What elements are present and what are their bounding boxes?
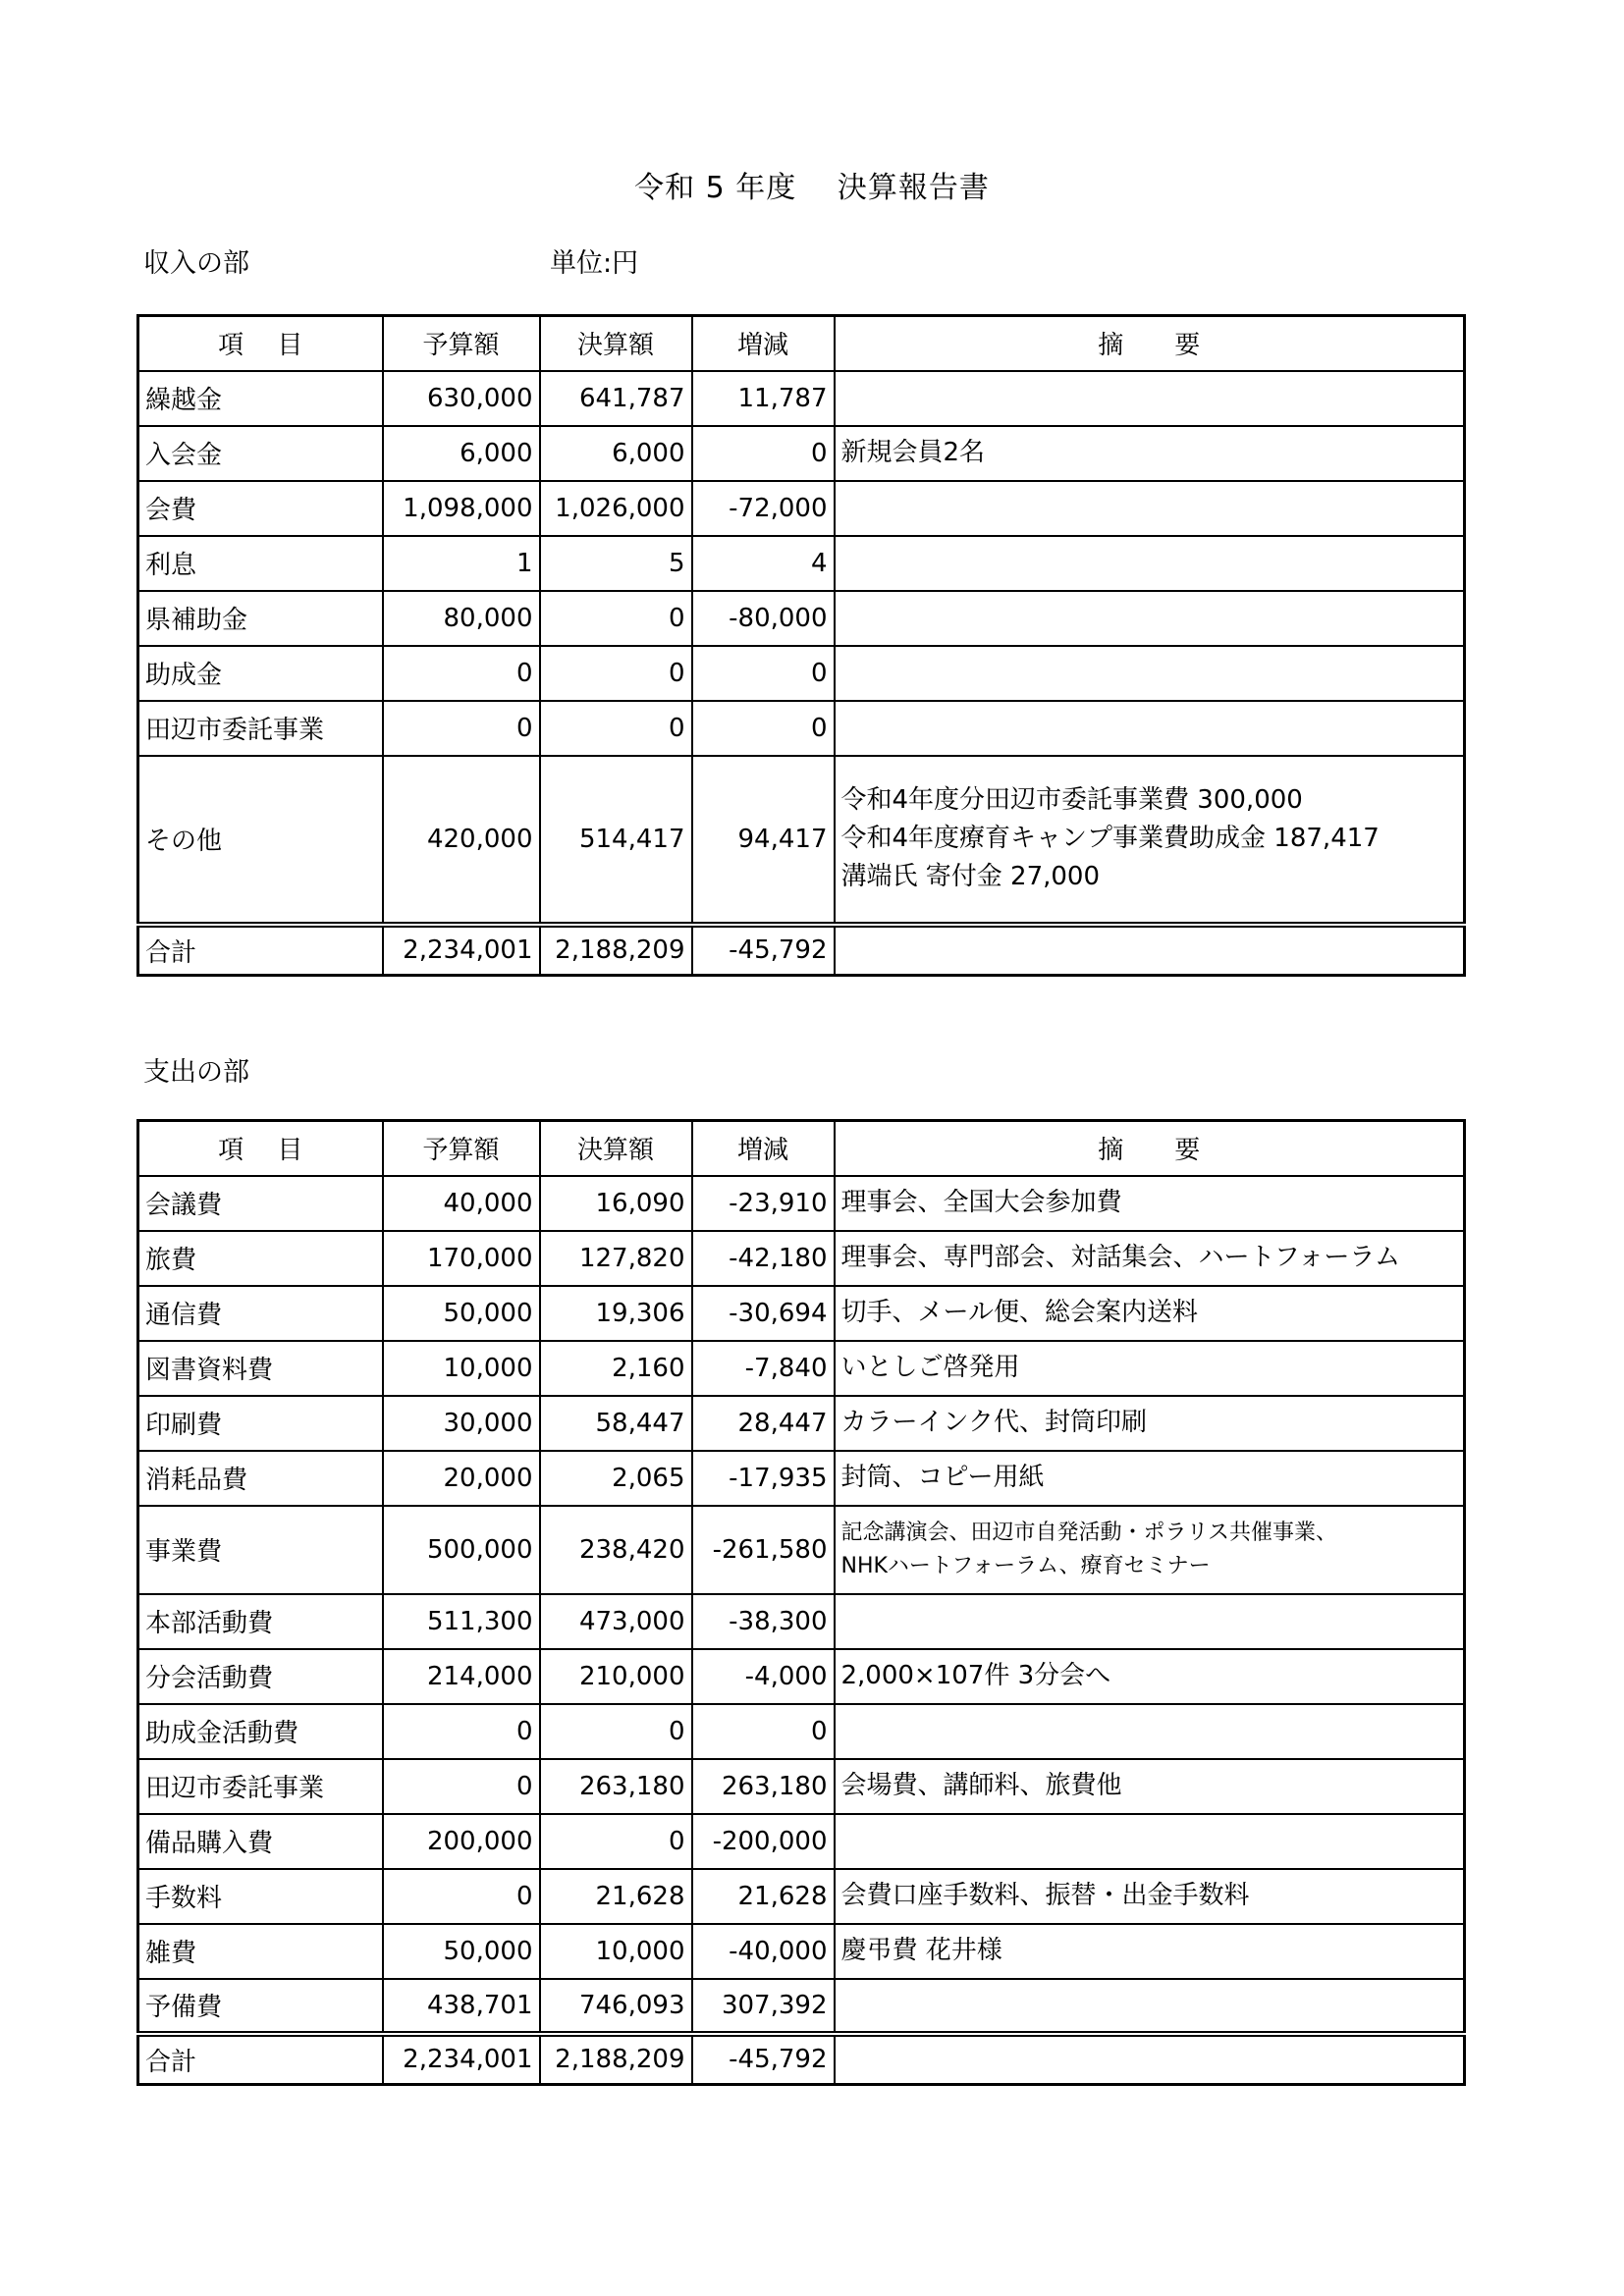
- cell-budget: 0: [383, 646, 540, 701]
- cell-actual: 0: [540, 591, 692, 646]
- note-line: 会場費、講師料、旅費他: [840, 1771, 1122, 1800]
- note-line: 切手、メール便、総会案内送料: [840, 1298, 1198, 1327]
- cell-item: 備品購入費: [138, 1814, 383, 1869]
- cell-diff: 28,447: [692, 1396, 835, 1451]
- cell-note: [835, 1506, 1465, 1594]
- cell-note: [835, 1341, 1465, 1396]
- note-line: 2,000×107件 3分会へ: [840, 1661, 1111, 1690]
- cell-item: 通信費: [138, 1286, 383, 1341]
- cell-item: 消耗品費: [138, 1451, 383, 1506]
- cell-note: [835, 1594, 1465, 1649]
- table-row: [138, 591, 1465, 646]
- table-row: [138, 1506, 1465, 1594]
- note-line: 理事会、全国大会参加費: [840, 1188, 1122, 1217]
- cell-budget: 80,000: [383, 591, 540, 646]
- total-item: 合計: [138, 925, 383, 976]
- table-row: [138, 1451, 1465, 1506]
- cell-diff: 21,628: [692, 1869, 835, 1924]
- cell-actual: 746,093: [540, 1979, 692, 2034]
- header-actual: 決算額: [540, 1121, 692, 1176]
- cell-note: [835, 426, 1465, 481]
- table-row: [138, 1594, 1465, 1649]
- expense-header-row: [138, 1121, 1465, 1176]
- total-item: 合計: [138, 2034, 383, 2085]
- cell-diff: -42,180: [692, 1231, 835, 1286]
- cell-item: その他: [138, 756, 383, 925]
- cell-item: 田辺市委託事業: [138, 701, 383, 756]
- cell-diff: -80,000: [692, 591, 835, 646]
- cell-item: 本部活動費: [138, 1594, 383, 1649]
- cell-budget: 50,000: [383, 1924, 540, 1979]
- note-line: 理事会、専門部会、対話集会、ハートフォーラム: [840, 1243, 1401, 1272]
- cell-budget: 500,000: [383, 1506, 540, 1594]
- cell-note: [835, 1924, 1465, 1979]
- cell-note: [835, 1396, 1465, 1451]
- cell-diff: 94,417: [692, 756, 835, 925]
- cell-actual: 0: [540, 646, 692, 701]
- table-row: [138, 1286, 1465, 1341]
- note-line: 令和4年度療育キャンプ事業費助成金 187,417: [840, 824, 1380, 853]
- total-row: [138, 925, 1465, 976]
- table-row: [138, 1704, 1465, 1759]
- note-line: 令和4年度分田辺市委託事業費 300,000: [840, 785, 1303, 815]
- cell-note: [835, 1649, 1465, 1704]
- cell-diff: -30,694: [692, 1286, 835, 1341]
- table-row: [138, 1924, 1465, 1979]
- cell-actual: 10,000: [540, 1924, 692, 1979]
- table-row: [138, 1396, 1465, 1451]
- cell-diff: 4: [692, 536, 835, 591]
- table-row: [138, 1176, 1465, 1231]
- cell-actual: 21,628: [540, 1869, 692, 1924]
- total-note: [835, 925, 1465, 976]
- cell-actual: 238,420: [540, 1506, 692, 1594]
- cell-actual: 5: [540, 536, 692, 591]
- cell-note: [835, 1814, 1465, 1869]
- table-row: [138, 481, 1465, 536]
- cell-item: 雑費: [138, 1924, 383, 1979]
- cell-item: 会議費: [138, 1176, 383, 1231]
- table-row: [138, 1814, 1465, 1869]
- cell-budget: 630,000: [383, 371, 540, 426]
- cell-item: 旅費: [138, 1231, 383, 1286]
- note-line: 溝端氏 寄付金 27,000: [840, 862, 1101, 891]
- cell-budget: 1: [383, 536, 540, 591]
- header-actual: 決算額: [540, 316, 692, 371]
- cell-diff: -261,580: [692, 1506, 835, 1594]
- cell-actual: 0: [540, 1814, 692, 1869]
- header-diff: 増減: [692, 1121, 835, 1176]
- cell-budget: 0: [383, 701, 540, 756]
- cell-diff: 0: [692, 426, 835, 481]
- cell-item: 分会活動費: [138, 1649, 383, 1704]
- expense-section-label: 支出の部: [143, 1057, 249, 1088]
- cell-diff: -17,935: [692, 1451, 835, 1506]
- cell-item: 繰越金: [138, 371, 383, 426]
- cell-item: 手数料: [138, 1869, 383, 1924]
- cell-note: [835, 536, 1465, 591]
- cell-budget: 1,098,000: [383, 481, 540, 536]
- table-row: [138, 701, 1465, 756]
- table-row: [138, 1231, 1465, 1286]
- cell-budget: 0: [383, 1704, 540, 1759]
- cell-item: 入会金: [138, 426, 383, 481]
- cell-diff: 0: [692, 701, 835, 756]
- cell-note: [835, 481, 1465, 536]
- note-line: 新規会員2名: [840, 438, 986, 467]
- table-row: [138, 1759, 1465, 1814]
- income-table: [136, 314, 1466, 977]
- cell-budget: 6,000: [383, 426, 540, 481]
- cell-actual: 641,787: [540, 371, 692, 426]
- cell-budget: 200,000: [383, 1814, 540, 1869]
- total-actual: 2,188,209: [540, 925, 692, 976]
- total-row: [138, 2034, 1465, 2085]
- cell-item: 会費: [138, 481, 383, 536]
- header-item: 項 目: [138, 1121, 383, 1176]
- cell-budget: 214,000: [383, 1649, 540, 1704]
- total-diff: -45,792: [692, 925, 835, 976]
- cell-note: [835, 1979, 1465, 2034]
- income-section-label: 収入の部: [143, 248, 249, 279]
- table-row: [138, 646, 1465, 701]
- table-row: [138, 1649, 1465, 1704]
- cell-diff: -40,000: [692, 1924, 835, 1979]
- cell-item: 印刷費: [138, 1396, 383, 1451]
- cell-item: 図書資料費: [138, 1341, 383, 1396]
- cell-actual: 514,417: [540, 756, 692, 925]
- cell-budget: 50,000: [383, 1286, 540, 1341]
- total-budget: 2,234,001: [383, 925, 540, 976]
- cell-diff: -72,000: [692, 481, 835, 536]
- header-budget: 予算額: [383, 1121, 540, 1176]
- cell-actual: 263,180: [540, 1759, 692, 1814]
- cell-diff: -4,000: [692, 1649, 835, 1704]
- note-line: 封筒、コピー用紙: [840, 1463, 1045, 1492]
- cell-diff: -200,000: [692, 1814, 835, 1869]
- cell-diff: 0: [692, 646, 835, 701]
- cell-diff: 307,392: [692, 1979, 835, 2034]
- cell-item: 予備費: [138, 1979, 383, 2034]
- header-item: 項 目: [138, 316, 383, 371]
- cell-budget: 0: [383, 1759, 540, 1814]
- cell-actual: 127,820: [540, 1231, 692, 1286]
- cell-budget: 40,000: [383, 1176, 540, 1231]
- table-row: [138, 756, 1465, 925]
- note-line: いとしご啓発用: [840, 1353, 1020, 1382]
- cell-note: [835, 1176, 1465, 1231]
- unit-label: 単位:円: [550, 248, 639, 279]
- cell-budget: 10,000: [383, 1341, 540, 1396]
- cell-diff: -23,910: [692, 1176, 835, 1231]
- cell-actual: 16,090: [540, 1176, 692, 1231]
- header-note: 摘 要: [835, 1121, 1465, 1176]
- cell-note: [835, 1451, 1465, 1506]
- cell-item: 助成金: [138, 646, 383, 701]
- table-row: [138, 1979, 1465, 2034]
- cell-item: 利息: [138, 536, 383, 591]
- cell-budget: 0: [383, 1869, 540, 1924]
- cell-actual: 2,065: [540, 1451, 692, 1506]
- cell-budget: 511,300: [383, 1594, 540, 1649]
- note-line: 会費口座手数料、振替・出金手数料: [840, 1881, 1250, 1910]
- report-title: 令和 5 年度 決算報告書: [634, 171, 990, 205]
- cell-note: [835, 701, 1465, 756]
- cell-budget: 170,000: [383, 1231, 540, 1286]
- table-row: [138, 1341, 1465, 1396]
- cell-actual: 0: [540, 701, 692, 756]
- income-header-row: [138, 316, 1465, 371]
- cell-diff: -38,300: [692, 1594, 835, 1649]
- cell-item: 助成金活動費: [138, 1704, 383, 1759]
- cell-actual: 473,000: [540, 1594, 692, 1649]
- cell-actual: 58,447: [540, 1396, 692, 1451]
- cell-actual: 0: [540, 1704, 692, 1759]
- cell-note: [835, 371, 1465, 426]
- cell-actual: 210,000: [540, 1649, 692, 1704]
- total-note: [835, 2034, 1465, 2085]
- cell-note: [835, 1231, 1465, 1286]
- cell-budget: 420,000: [383, 756, 540, 925]
- total-diff: -45,792: [692, 2034, 835, 2085]
- header-note: 摘 要: [835, 316, 1465, 371]
- cell-budget: 438,701: [383, 1979, 540, 2034]
- cell-item: 県補助金: [138, 591, 383, 646]
- cell-actual: 1,026,000: [540, 481, 692, 536]
- note-line: 慶弔費 花井様: [840, 1936, 1002, 1965]
- cell-note: [835, 1286, 1465, 1341]
- cell-note: [835, 1704, 1465, 1759]
- table-row: [138, 1869, 1465, 1924]
- cell-diff: 11,787: [692, 371, 835, 426]
- cell-budget: 30,000: [383, 1396, 540, 1451]
- cell-diff: 0: [692, 1704, 835, 1759]
- header-diff: 増減: [692, 316, 835, 371]
- cell-note: [835, 646, 1465, 701]
- cell-diff: 263,180: [692, 1759, 835, 1814]
- expense-table: [136, 1119, 1466, 2086]
- cell-item: 田辺市委託事業: [138, 1759, 383, 1814]
- cell-budget: 20,000: [383, 1451, 540, 1506]
- note-line: NHKハートフォーラム、療育セミナー: [840, 1553, 1211, 1578]
- cell-note: [835, 591, 1465, 646]
- table-row: [138, 536, 1465, 591]
- note-line: 記念講演会、田辺市自発活動・ポラリス共催事業、: [840, 1520, 1338, 1545]
- table-row: [138, 426, 1465, 481]
- cell-item: 事業費: [138, 1506, 383, 1594]
- note-line: カラーインク代、封筒印刷: [840, 1408, 1147, 1437]
- cell-diff: -7,840: [692, 1341, 835, 1396]
- cell-note: [835, 756, 1465, 925]
- header-budget: 予算額: [383, 316, 540, 371]
- cell-actual: 2,160: [540, 1341, 692, 1396]
- total-budget: 2,234,001: [383, 2034, 540, 2085]
- cell-note: [835, 1869, 1465, 1924]
- cell-actual: 19,306: [540, 1286, 692, 1341]
- table-row: [138, 371, 1465, 426]
- cell-note: [835, 1759, 1465, 1814]
- cell-actual: 6,000: [540, 426, 692, 481]
- total-actual: 2,188,209: [540, 2034, 692, 2085]
